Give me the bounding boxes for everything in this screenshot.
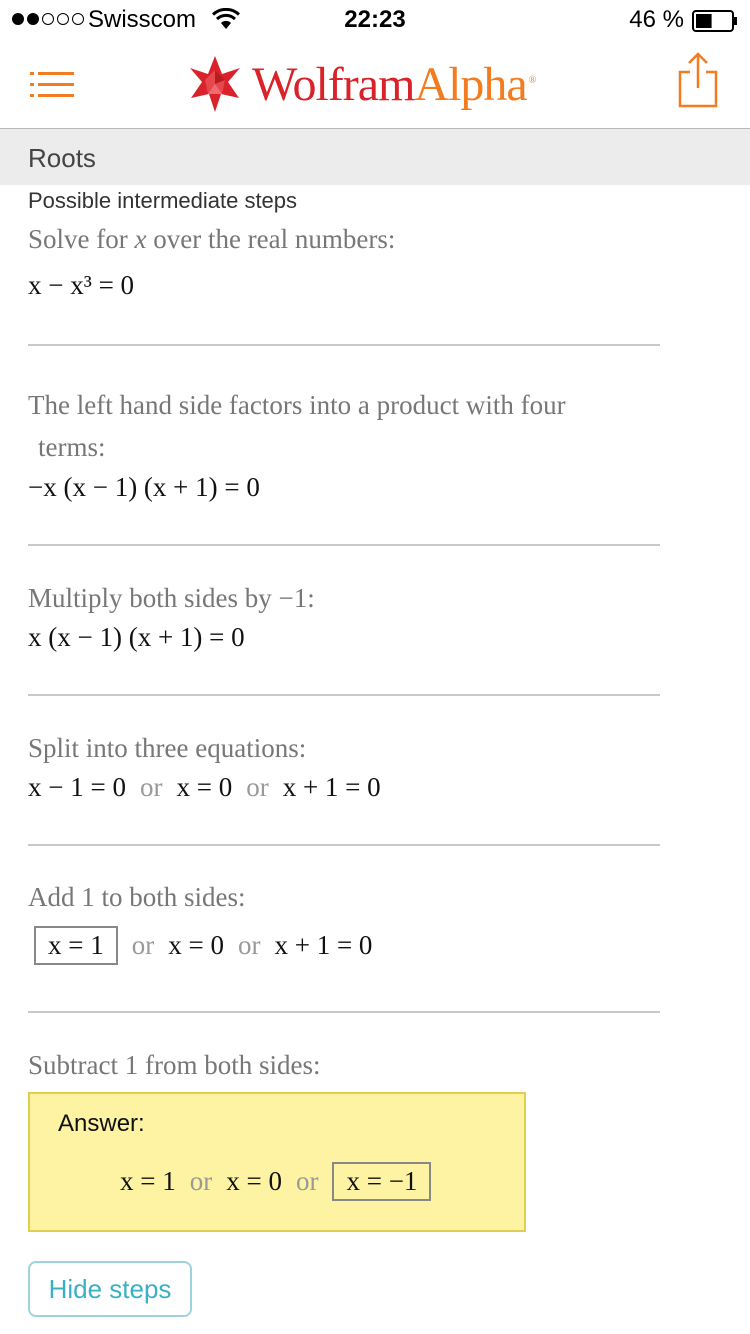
or-connector: or: [237, 930, 261, 960]
navigation-bar: [0, 40, 750, 129]
registered-mark: ®: [528, 74, 536, 86]
divider: [28, 694, 660, 696]
section-header: [0, 129, 750, 185]
step-5-equations: [34, 926, 372, 965]
step-2-text-line2: terms:: [38, 432, 106, 462]
hide-steps-button[interactable]: Hide steps: [28, 1261, 192, 1317]
or-connector: or: [246, 772, 269, 802]
divider: [28, 344, 660, 346]
step-1-text: Solve for x over the real numbers:: [28, 224, 396, 254]
equation: x = 0: [226, 1166, 282, 1196]
wolfram-alpha-logo: [186, 52, 535, 116]
brand-alpha: Alpha: [414, 57, 527, 111]
boxed-solution: x = 1: [34, 926, 118, 965]
answer-equations: [120, 1162, 431, 1201]
clock: 22:23: [344, 6, 406, 33]
battery-percent: 46 %: [629, 6, 684, 33]
step-3-equation: x (x − 1) (x + 1) = 0: [28, 622, 245, 652]
answer-label: Answer:: [58, 1110, 145, 1137]
subtitle: Possible intermediate steps: [28, 188, 298, 213]
or-connector: or: [295, 1166, 319, 1196]
divider: [28, 544, 660, 546]
step-4-equations: [28, 772, 381, 803]
equation: x = 0: [168, 930, 224, 960]
or-connector: or: [139, 772, 163, 802]
status-bar: [0, 0, 750, 40]
equation: x + 1 = 0: [274, 930, 373, 960]
equation: x + 1 = 0: [282, 772, 381, 802]
brand-wolfram: Wolfram: [252, 57, 415, 111]
equation: x = 0: [176, 772, 233, 802]
step-2-equation: −x (x − 1) (x + 1) = 0: [28, 472, 260, 502]
boxed-solution: x = −1: [332, 1162, 431, 1201]
hamburger-menu-icon[interactable]: [30, 70, 74, 100]
divider: [28, 844, 660, 846]
step-3-text: Multiply both sides by −1:: [28, 583, 315, 613]
step-5-text: Add 1 to both sides:: [28, 882, 246, 912]
divider: [28, 1011, 660, 1013]
step-4-text: Split into three equations:: [28, 733, 307, 763]
equation: x = 1: [120, 1166, 176, 1196]
or-connector: or: [189, 1166, 213, 1196]
section-title: Roots: [28, 143, 96, 173]
wolfram-spikey-icon: [186, 55, 244, 113]
equation: x − 1 = 0: [28, 772, 126, 802]
step-1-equation: x − x³ = 0: [28, 270, 135, 300]
battery-icon: [692, 10, 738, 32]
share-icon[interactable]: [676, 50, 720, 108]
step-2-text-line1: The left hand side factors into a product with four: [28, 390, 566, 420]
answer-box: [28, 1092, 526, 1232]
step-6-text: Subtract 1 from both sides:: [28, 1050, 321, 1080]
or-connector: or: [131, 930, 155, 960]
carrier-name: Swisscom: [88, 6, 197, 33]
